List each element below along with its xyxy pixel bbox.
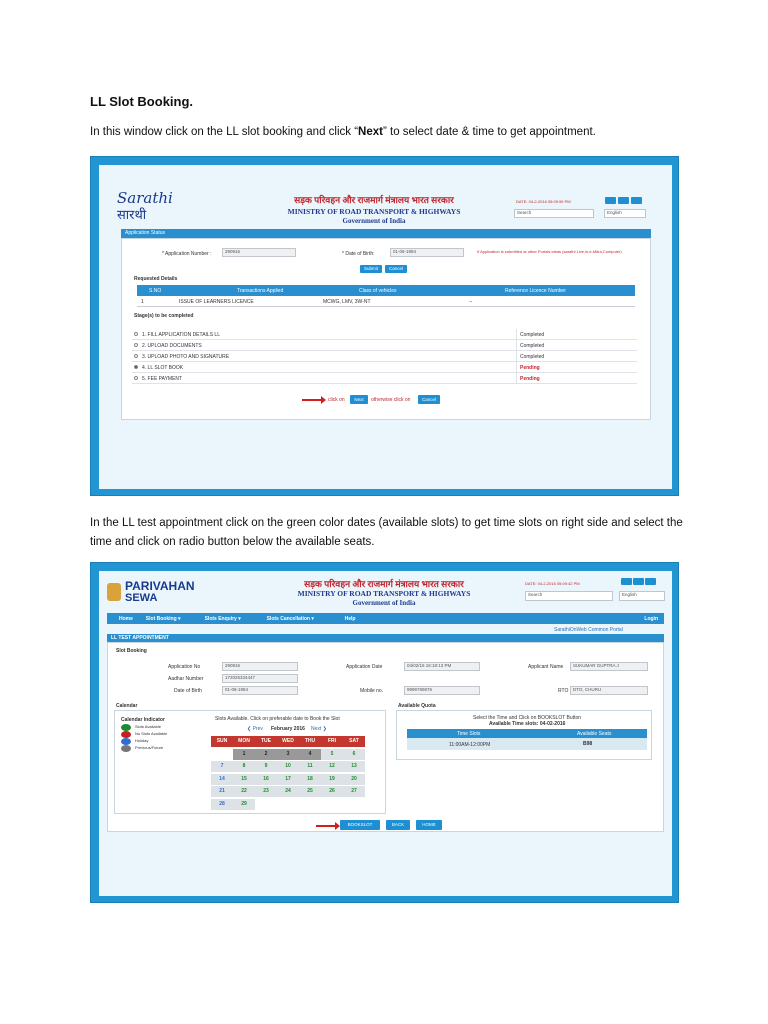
calendar-day[interactable]: 26 (321, 786, 343, 797)
font-size-button-1[interactable] (621, 578, 632, 585)
stage-status: Completed (520, 332, 545, 338)
app-no-input[interactable]: 290916 (222, 248, 296, 257)
application-status-panel (121, 238, 651, 420)
table-cell: 1 (141, 299, 144, 305)
emblem-icon (107, 583, 121, 601)
screenshot-2-frame (90, 562, 679, 903)
date-text: DATE: 04-2-2016 05:09:59 PM (516, 199, 571, 204)
government-title: Government of India (352, 599, 416, 607)
requested-table (137, 285, 635, 309)
legend-swatch (121, 731, 131, 738)
weekday-header: THU (299, 736, 321, 747)
stage-row (132, 373, 637, 384)
calendar-day[interactable]: 13 (343, 761, 365, 772)
available-time-label: Available Time slots: 04-02-2016 (489, 721, 566, 727)
app-no-label: Application No (168, 664, 201, 670)
ministry-title: MINISTRY OF ROAD TRANSPORT & HIGHWAYS (297, 589, 471, 598)
calendar-day[interactable]: 20 (343, 774, 365, 785)
dob-field: 01-06-1984 (222, 686, 298, 695)
legend-label: No Slots Available (135, 731, 168, 736)
calendar-day[interactable]: 19 (321, 774, 343, 785)
nav-item[interactable]: Slots Enquiry ▾ (204, 616, 241, 622)
stage-name: 3. UPLOAD PHOTO AND SIGNATURE (142, 354, 230, 360)
stage-status: Pending (520, 376, 540, 382)
table-header: Transactions Applied (237, 288, 284, 294)
time-slot-row[interactable] (407, 738, 647, 750)
font-size-button-1[interactable] (605, 197, 616, 204)
stage-divider (516, 351, 517, 362)
legend-label: Slots Available (135, 724, 161, 729)
table-header: S.NO (149, 288, 162, 294)
nav-item[interactable]: Home (119, 616, 133, 622)
time-slot-cell: 11:00AM-12:00PM (449, 742, 491, 748)
table-header: Class of vehicles (359, 288, 397, 294)
legend-swatch (121, 724, 131, 731)
parivahan-screen (99, 571, 672, 896)
sarathi-screen (99, 165, 672, 489)
logo-line-1: PARIVAHAN (125, 579, 195, 593)
seats-header-cell: Available Seats (577, 731, 612, 737)
calendar-day[interactable]: 29 (233, 799, 255, 810)
month-label: February 2016 (271, 726, 305, 732)
calendar-day: 4 (299, 749, 321, 760)
weekday-header: WED (277, 736, 299, 747)
dob-label: * Date of Birth: (342, 251, 375, 257)
sarathi-logo (117, 189, 177, 229)
quota-instruction: Select the Time and Click on BOOKSLOT Button (473, 715, 582, 721)
applicant-field: SUKUMAR GUPTRA J (570, 662, 648, 671)
prev-month-link[interactable]: ❮ Prev (247, 726, 263, 732)
calendar-day: 1 (233, 749, 255, 760)
calendar-day[interactable]: 15 (233, 774, 255, 785)
mobile-label: Mobile no. (360, 688, 384, 694)
time-slots-header-cell: Time Slots (457, 731, 481, 737)
para1-text: In this window click on the LL slot booking and click “ (90, 126, 359, 138)
calendar-day[interactable]: 12 (321, 761, 343, 772)
hindi-title: सड़क परिवहन और राजमार्ग मंत्रालय भारत सरकार (294, 195, 454, 205)
aadhar-field: 172025334447 (222, 674, 298, 683)
rto-field: DTO, CHURU (570, 686, 648, 695)
home-button[interactable]: HOME (416, 820, 442, 830)
quota-panel (396, 710, 652, 760)
cancel-button-bottom[interactable]: Cancel (418, 395, 440, 404)
date-text: DATE: 04-2-2016 05:09:42 PM (525, 581, 580, 586)
stage-radio[interactable] (134, 376, 138, 380)
calendar-day[interactable]: 25 (299, 786, 321, 797)
stage-divider (516, 329, 517, 340)
font-size-button-2[interactable] (618, 197, 629, 204)
calendar-day: 2 (255, 749, 277, 760)
bookslot-button[interactable]: BOOKSLOT (340, 820, 380, 830)
language-select[interactable]: English (604, 209, 646, 218)
page-title-bar: LL TEST APPOINTMENT (107, 634, 664, 642)
legend-label: Holiday (135, 738, 149, 743)
cancel-button[interactable]: Cancel (385, 265, 407, 273)
calendar-day[interactable]: 10 (277, 761, 299, 772)
weekday-header: MON (233, 736, 255, 747)
stage-row (132, 329, 637, 340)
stages-list (132, 329, 637, 389)
applicant-label: Applicant Name (528, 664, 564, 670)
table-cell: ISSUE OF LEARNERS LICENCE (179, 299, 254, 305)
nav-item[interactable]: Slot Booking ▾ (145, 616, 181, 622)
search-input[interactable]: Search (514, 209, 594, 218)
calendar-day[interactable]: 8 (233, 761, 255, 772)
otherwise-text: otherwise click on (371, 397, 411, 403)
weekday-header: FRI (321, 736, 343, 747)
calendar-day[interactable]: 22 (233, 786, 255, 797)
legend-label: Previous/Future (135, 745, 164, 750)
red-arrow-icon (302, 399, 322, 401)
table-row (137, 296, 635, 307)
time-slots-header (407, 729, 647, 738)
calendar-day: 21 (211, 786, 233, 797)
calendar-day: 28 (211, 799, 233, 810)
calendar-day[interactable]: 11 (299, 761, 321, 772)
stage-radio[interactable] (134, 343, 138, 347)
search-input[interactable]: Search (525, 591, 613, 601)
dob-input[interactable]: 01-06-1984 (390, 248, 464, 257)
top-nav-bar (107, 613, 664, 624)
app-date-label: Application Date (346, 664, 383, 670)
government-title: Government of India (342, 217, 406, 225)
slot-booking-panel (107, 642, 664, 832)
hindi-title: सड़क परिवहन और राजमार्ग मंत्रालय भारत सरकार (304, 579, 464, 589)
available-seats-cell[interactable]: B98 (583, 741, 593, 747)
logo-hindi: सारथी (117, 208, 147, 223)
table-cell: -- (469, 299, 473, 305)
nav-item[interactable]: Help (344, 616, 356, 622)
legend-swatch (121, 738, 131, 745)
aadhar-label: Aadhar Number (168, 676, 204, 682)
font-size-button-3[interactable] (631, 197, 642, 204)
screenshot-1-frame (90, 156, 679, 496)
instruction-paragraph-2: In the LL test appointment click on the green color dates (available slots) to get time slots on right side and select the time and click on radio button below the available seats. (90, 517, 683, 548)
red-arrow-icon (316, 825, 336, 827)
stage-status: Completed (520, 343, 545, 349)
calendar-day: 7 (211, 761, 233, 772)
stage-name: 5. FEE PAYMENT (142, 376, 183, 382)
stages-label: Stage(s) to be completed (134, 313, 194, 319)
stage-name: 2. UPLOAD DOCUMENTS (142, 343, 202, 349)
stage-radio[interactable] (134, 365, 138, 369)
calendar-indicator-label: Calendar Indicator (121, 717, 165, 723)
calendar-instruction: Slots Available. Click on preferable date to Book the Slot (215, 716, 340, 722)
stage-row (132, 340, 637, 351)
calendar-panel (114, 710, 386, 814)
back-button[interactable]: BACK (386, 820, 410, 830)
next-button[interactable]: Next (350, 395, 368, 404)
submit-button[interactable]: Submit (360, 265, 382, 273)
dob-label: Date of Birth (174, 688, 202, 694)
next-month-link[interactable]: Next ❯ (311, 726, 327, 732)
available-quota-label: Available Quota (398, 703, 436, 709)
stage-radio[interactable] (134, 354, 138, 358)
calendar-day[interactable]: 5 (321, 749, 343, 760)
instruction-paragraph-1 (90, 126, 596, 138)
weekday-header: TUE (255, 736, 277, 747)
rto-label: RTO (558, 688, 569, 694)
table-header: Reference Licence Number (505, 288, 566, 294)
stage-row (132, 362, 637, 373)
stage-name: 4. LL SLOT BOOK (142, 365, 184, 371)
stage-divider (516, 340, 517, 351)
slot-booking-label: Slot Booking (116, 648, 147, 654)
ministry-title: MINISTRY OF ROAD TRANSPORT & HIGHWAYS (287, 207, 461, 216)
stage-row (132, 351, 637, 362)
logo-line-2: SEWA (125, 592, 158, 604)
calendar-day[interactable]: 23 (255, 786, 277, 797)
calendar-day[interactable]: 27 (343, 786, 365, 797)
weekday-header: SAT (343, 736, 365, 747)
document-heading: LL Slot Booking. (90, 94, 194, 109)
warning-text: If Application is submitted at other Portals ideas (sarathi Live,in,e-Mitra,Computer) (477, 249, 622, 254)
login-link[interactable]: Login (644, 616, 658, 622)
table-header-row (137, 285, 635, 296)
stage-divider (516, 373, 517, 384)
calendar-day[interactable]: 16 (255, 774, 277, 785)
app-no-label: * Application Number : (162, 251, 212, 257)
stage-status: Completed (520, 354, 545, 360)
calendar-day: 14 (211, 774, 233, 785)
calendar-day[interactable]: 17 (277, 774, 299, 785)
calendar-grid (211, 736, 367, 814)
application-status-bar: Application Status (121, 229, 651, 238)
app-no-field: 290916 (222, 662, 298, 671)
requested-details-label: Requested Details (134, 276, 178, 282)
calendar-day[interactable]: 6 (343, 749, 365, 760)
language-select[interactable]: English (619, 591, 665, 601)
calendar-label: Calendar (116, 703, 138, 709)
mobile-field: 9999789876 (404, 686, 480, 695)
stage-divider (516, 362, 517, 373)
font-size-button-3[interactable] (645, 578, 656, 585)
stage-name: 1. FILL APPLICATION DETAILS LL (142, 332, 220, 338)
logo-latin: Sarathi (117, 189, 173, 207)
calendar-day[interactable]: 9 (255, 761, 277, 772)
para1-bold: Next (358, 126, 383, 138)
stage-radio[interactable] (134, 332, 138, 336)
weekday-header: SUN (211, 736, 233, 747)
calendar-day[interactable]: 18 (299, 774, 321, 785)
click-on-text: click on (328, 397, 345, 403)
app-date-field: 04/02/16 16:18:13 PM (404, 662, 480, 671)
para1-text-end: ” to select date & time to get appointment. (382, 126, 596, 138)
nav-item[interactable]: Slots Cancellation ▾ (266, 616, 314, 622)
font-size-button-2[interactable] (633, 578, 644, 585)
table-cell: MCWG, LMV, 3W-NT (323, 299, 371, 305)
calendar-day[interactable]: 24 (277, 786, 299, 797)
stage-status: Pending (520, 365, 540, 371)
calendar-day: 3 (277, 749, 299, 760)
portal-links[interactable]: SarathiOnWeb Common Portal (554, 627, 623, 633)
legend-swatch (121, 745, 131, 752)
